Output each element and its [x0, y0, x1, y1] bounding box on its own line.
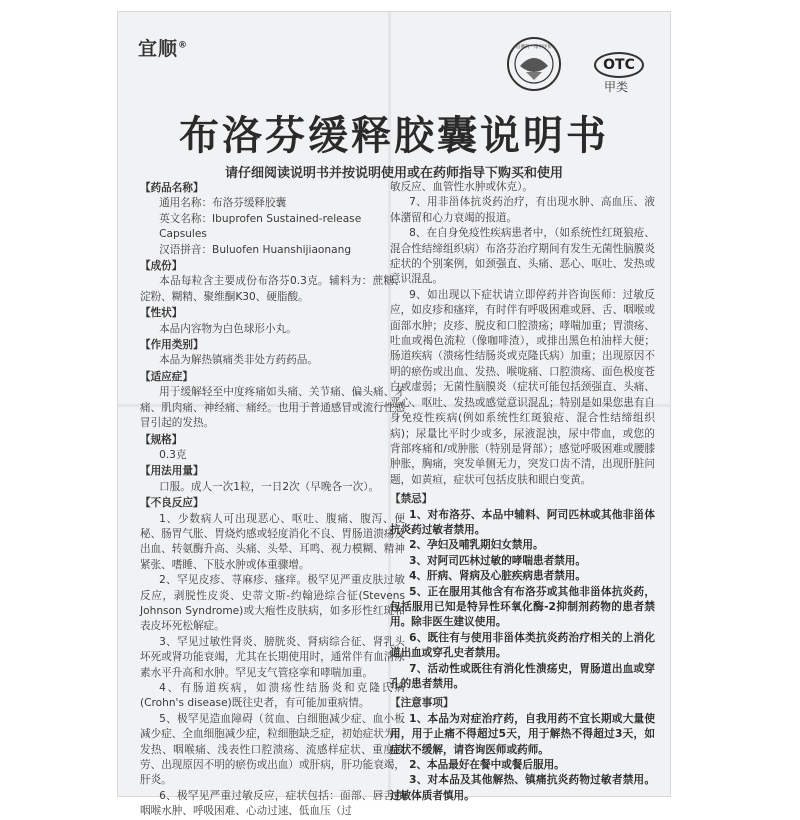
- section-header: 【注意事项】: [390, 697, 454, 710]
- left-column: [140, 180, 405, 820]
- otc-class: 甲类: [604, 80, 629, 94]
- section-header: 【成份】: [140, 260, 183, 273]
- precaution-item: 3、对本品及其他解热、镇痛抗炎药物过敏者禁用。过敏体质者慎用。: [390, 774, 655, 802]
- section-header: 【作用类别】: [140, 339, 204, 352]
- section-header: 【药品名称】: [140, 182, 204, 194]
- usage-text: 口服。成人一次1粒，一日2次（早晚各一次）。: [159, 480, 380, 493]
- pinyin-name: 汉语拼音：Buluofen Huanshijiaonang: [159, 243, 352, 256]
- contraindication-item: 6、既往有与使用非甾体类抗炎药治疗相关的上消化道出血或穿孔史者禁用。: [390, 631, 655, 660]
- contraindication-item: 1、对布洛芬、本品中辅料、阿司匹林或其他非甾体抗炎药过敏者禁用。: [390, 508, 655, 536]
- adverse-item: 2、罕见皮疹、荨麻疹、瘙痒。极罕见严重皮肤过敏反应，剥脱性皮炎、史蒂文斯-约翰逊综合征(Stevens Johnson Syndrome)或大疱性皮肤病，如多形性红斑和表皮坏死松解症。: [140, 574, 405, 633]
- page-subtitle: 请仔细阅读说明书并按说明使用或在药师指导下购买和使用: [224, 166, 563, 181]
- contraindication-item: 3、对阿司匹林过敏的哮喘患者禁用。: [409, 554, 586, 567]
- section-header: 【不良反应】: [140, 497, 204, 510]
- section-header: 【性状】: [140, 307, 183, 320]
- precaution-item: 1、本品为对症治疗药，自我用药不宜长期或大量使用，用于止痛不得超过5天，用于解热不得超过3天，如症状不缓解，请咨询医师或药师。: [390, 712, 655, 756]
- section-header: 【禁忌】: [390, 493, 433, 506]
- otc-badge: OTC: [594, 52, 644, 78]
- adverse-item: 6、极罕见严重过敏反应，症状包括：面部、唇舌和咽喉水肿、呼吸困难、心动过速、低血压（过: [140, 789, 405, 818]
- contraindication-item: 2、孕妇及哺乳期妇女禁用。: [409, 539, 544, 552]
- spec-text: 0.3克: [159, 448, 187, 461]
- english-name: 英文名称：Ibuprofen Sustained-release Capsules: [159, 212, 362, 241]
- contraindication-item: 5、正在服用其他含有布洛芬或其他非甾体抗炎药，包括服用已知是特异性环氧化酶-2抑制剂药物的患者禁用。除非医生建议使用。: [390, 585, 655, 629]
- svg-text:信测药一维甲评价: 信测药一维甲评价: [516, 45, 552, 50]
- ingredients-text: 本品每粒含主要成份布洛芬0.3克。辅料为：蔗糖、淀粉、糊精、聚维酮K30、硬脂酸。: [140, 275, 405, 303]
- quality-logo-icon: [506, 36, 562, 92]
- adverse-item: 7、用非甾体抗炎药治疗，有出现水肿、高血压、液体潴留和心力衰竭的报道。: [390, 196, 655, 224]
- adverse-continued: 敏反应、血管性水肿或休克）。: [390, 181, 534, 193]
- indications-text: 用于缓解轻至中度疼痛如头痛、关节痛、偏头痛、牙痛、肌肉痛、神经痛、痛经。也用于普通感冒或流行性感冒引起的发热。: [140, 386, 405, 430]
- adverse-item: 1、少数病人可出现恶心、呕吐、腹痛、腹泻、便秘、肠胃气胀、胃烧灼感或轻度消化不良、胃肠道溃疡及出血、转氨酶升高、头痛、头晕、耳鸣、视力模糊、精神紧张、嗜睡、下肢水肿或体重骤增。: [140, 512, 405, 571]
- page-title: 布洛芬缓释胶囊说明书: [179, 113, 609, 159]
- common-name: 通用名称：布洛芬缓释胶囊: [159, 197, 287, 210]
- adverse-item: 8、在自身免疫性疾病患者中，（如系统性红斑狼疮、混合性结缔组织病）布洛芬治疗期间有发生无菌性脑膜炎症状的个别案例，如颈强直、头痛、恶心、呕吐、发热或意识混乱。: [390, 227, 655, 286]
- category-text: 本品为解热镇痛类非处方药药品。: [159, 354, 318, 367]
- adverse-item: 9、如出现以下症状请立即停药并咨询医师：过敏反应，如皮疹和瘙痒，有时伴有呼吸困难或唇、舌、咽喉或面部水肿；皮疹、脱皮和口腔溃疡；哮喘加重；胃溃疡、吐血或褐色流粒（像咖啡渣），或排出黑色柏油样大便；肠道疾病（溃疡性结肠炎或克隆氏病）加重；出现原因不明的瘀伤或出血、发热、喉咙痛、口腔溃疡、面色极度苍白或虚弱；无菌性脑膜炎（症状可能包括颈强直、头痛、恶心、呕吐、发热或感觉意识混乱；特别是如果您患有自身免疫性疾病(例如系统性红斑狼疮、混合性结缔组织病)；尿量比平时少或多，尿液混浊，尿中带血，或您的背部疼痛和/或肿胀（特别是肾部）；感觉呼吸困难或腰膝肿胀，胸痛，突发单侧无力，突发口齿不清，出现肝脏问题，如黄疸，症状可包括皮肤和眼白变黄。: [390, 288, 655, 486]
- contraindication-item: 4、肝病、肾病及心脏疾病患者禁用。: [409, 570, 586, 583]
- traits-text: 本品内容物为白色球形小丸。: [159, 322, 297, 335]
- adverse-item: 3、罕见过敏性肾炎、膀胱炎、肾病综合征、肾乳头坏死或肾功能衰竭，尤其在长期使用时，通常伴有血清尿素水平升高和水肿。罕见支气管痉挛和哮喘加重。: [140, 635, 405, 679]
- contraindication-item: 7、活动性或既往有消化性溃疡史，胃肠道出血或穿孔的患者禁用。: [390, 662, 655, 690]
- instruction-leaflet: [118, 12, 670, 818]
- section-header: 【用法用量】: [140, 465, 204, 478]
- right-column: [390, 180, 655, 804]
- adverse-item: 4、有肠道疾病，如溃疡性结肠炎和克隆氏病(Crohn's disease)既往史者，有可能加重病情。: [140, 682, 405, 710]
- adverse-item: 5、极罕见造血障碍（贫血、白细胞减少症、血小板减少症、全血细胞减少症，粒细胞缺乏症，初始症状为：发热、咽喉痛、浅表性口腔溃疡、流感样症状、重度疲劳、出现原因不明的瘀伤或出血）或肝病，肝功能衰竭，肝炎。: [140, 712, 405, 787]
- section-header: 【规格】: [140, 433, 183, 446]
- brand-name: 宜顺®: [138, 38, 189, 60]
- section-header: 【适应症】: [140, 370, 193, 383]
- precaution-item: 2、本品最好在餐中或餐后服用。: [409, 759, 565, 772]
